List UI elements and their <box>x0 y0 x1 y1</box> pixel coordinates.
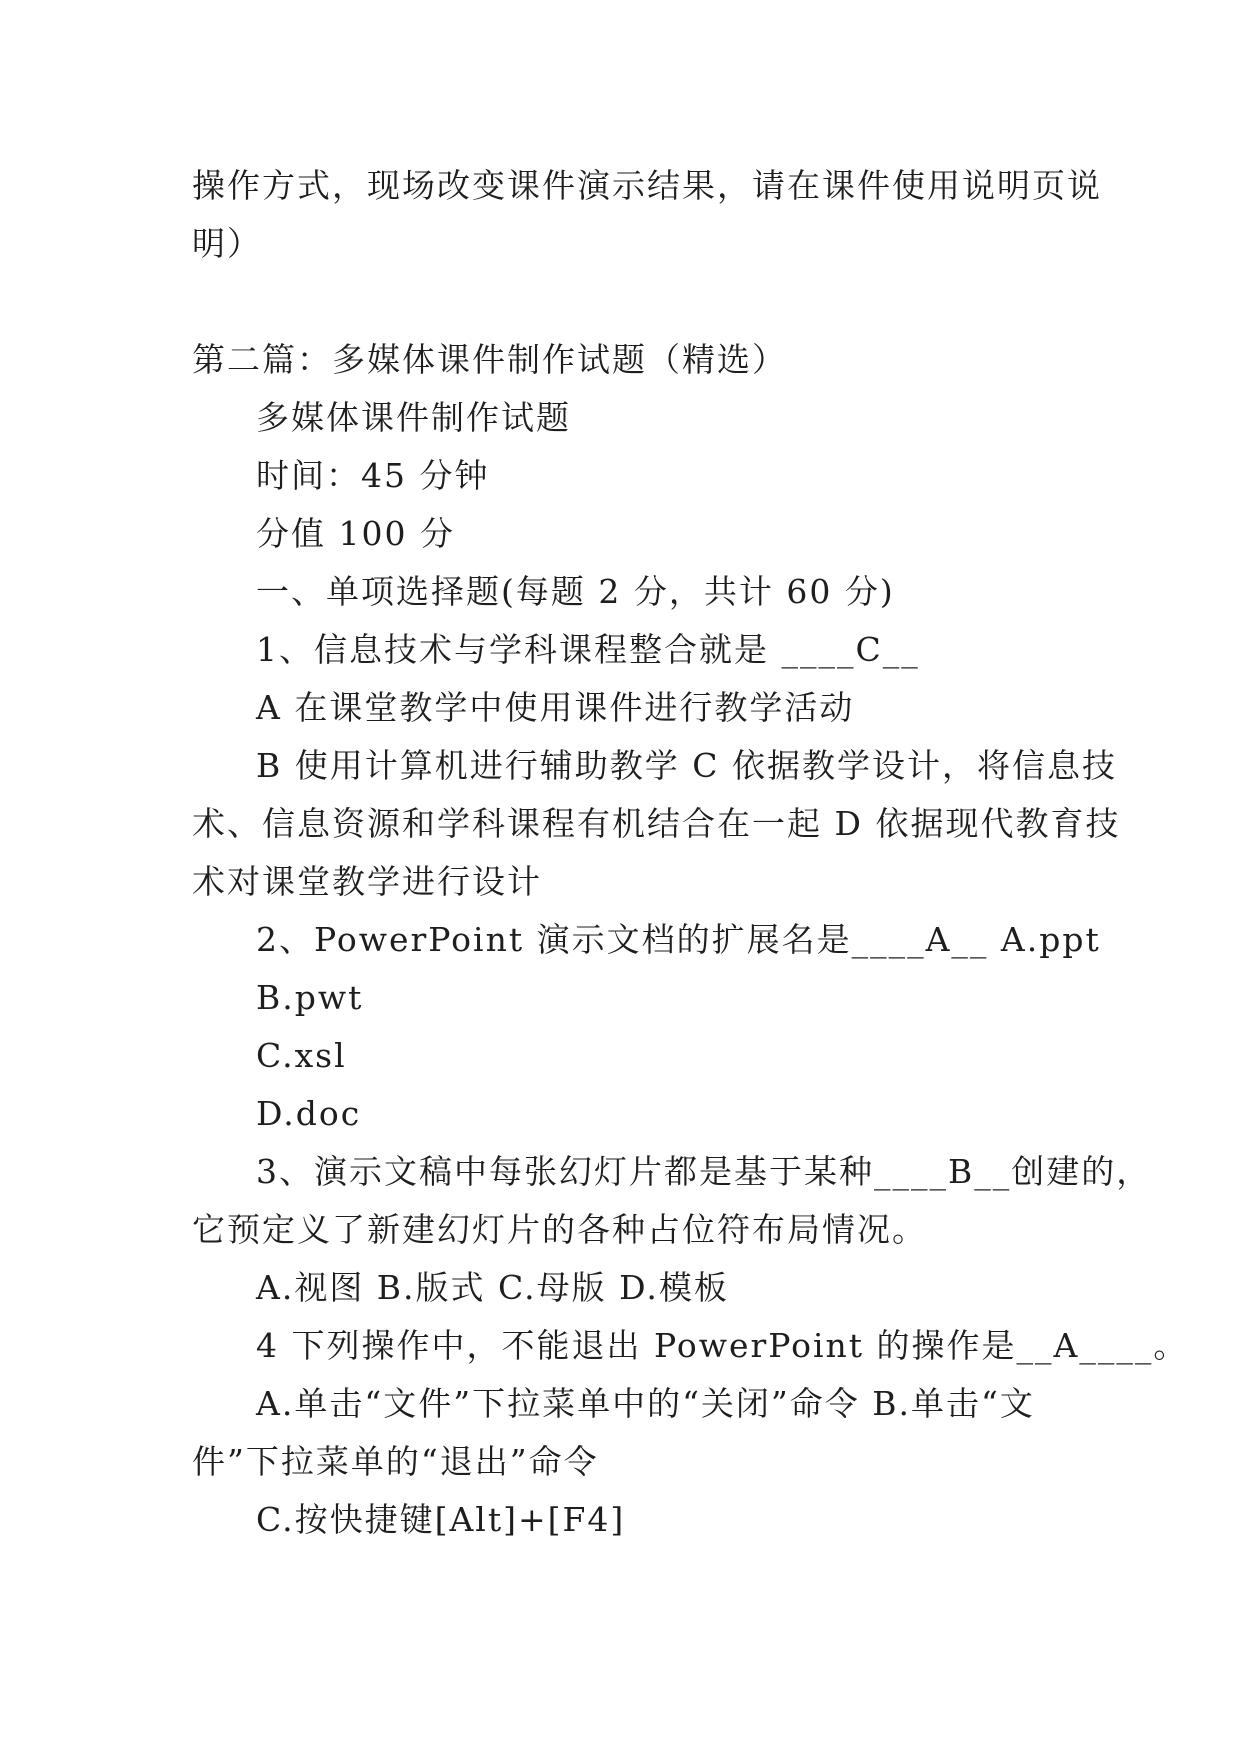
question-4-option: C.按快捷键[Alt]+[F4] <box>256 1500 626 1539</box>
question-3: 3、演示文稿中每张幻灯片都是基于某种____B__创建的， <box>256 1152 1152 1191</box>
question-1-option: 术、信息资源和学科课程有机结合在一起 D 依据现代教育技 <box>192 804 1121 843</box>
text-line: 明） <box>192 224 262 263</box>
question-2-option: D.doc <box>256 1094 362 1133</box>
text-line: 操作方式，现场改变课件演示结果，请在课件使用说明页说 <box>192 166 1102 205</box>
section-heading: 第二篇：多媒体课件制作试题（精选） <box>192 340 787 379</box>
question-1: 1、信息技术与学科课程整合就是 ____C__ <box>256 630 920 669</box>
exam-score: 分值 100 分 <box>256 514 455 553</box>
exam-time: 时间：45 分钟 <box>256 456 490 495</box>
question-1-option: 术对课堂教学进行设计 <box>192 862 542 901</box>
question-2: 2、PowerPoint 演示文档的扩展名是____A__ A.ppt <box>256 920 1101 959</box>
question-section-title: 一、单项选择题(每题 2 分，共计 60 分) <box>256 572 895 611</box>
exam-title: 多媒体课件制作试题 <box>256 398 571 437</box>
question-3: 它预定义了新建幻灯片的各种占位符布局情况。 <box>192 1210 927 1249</box>
question-2-option: C.xsl <box>256 1036 347 1075</box>
question-2-option: B.pwt <box>256 978 364 1017</box>
question-1-option: B 使用计算机进行辅助教学 C 依据教学设计，将信息技 <box>256 746 1117 785</box>
question-4: 4 下列操作中，不能退出 PowerPoint 的操作是__A____。 <box>256 1326 1189 1365</box>
question-4-option: 件”下拉菜单的“退出”命令 <box>192 1442 599 1481</box>
question-3-options: A.视图 B.版式 C.母版 D.模板 <box>256 1268 729 1307</box>
question-1-option: A 在课堂教学中使用课件进行教学活动 <box>256 688 855 727</box>
question-4-option: A.单击“文件”下拉菜单中的“关闭”命令 B.单击“文 <box>256 1384 1035 1423</box>
